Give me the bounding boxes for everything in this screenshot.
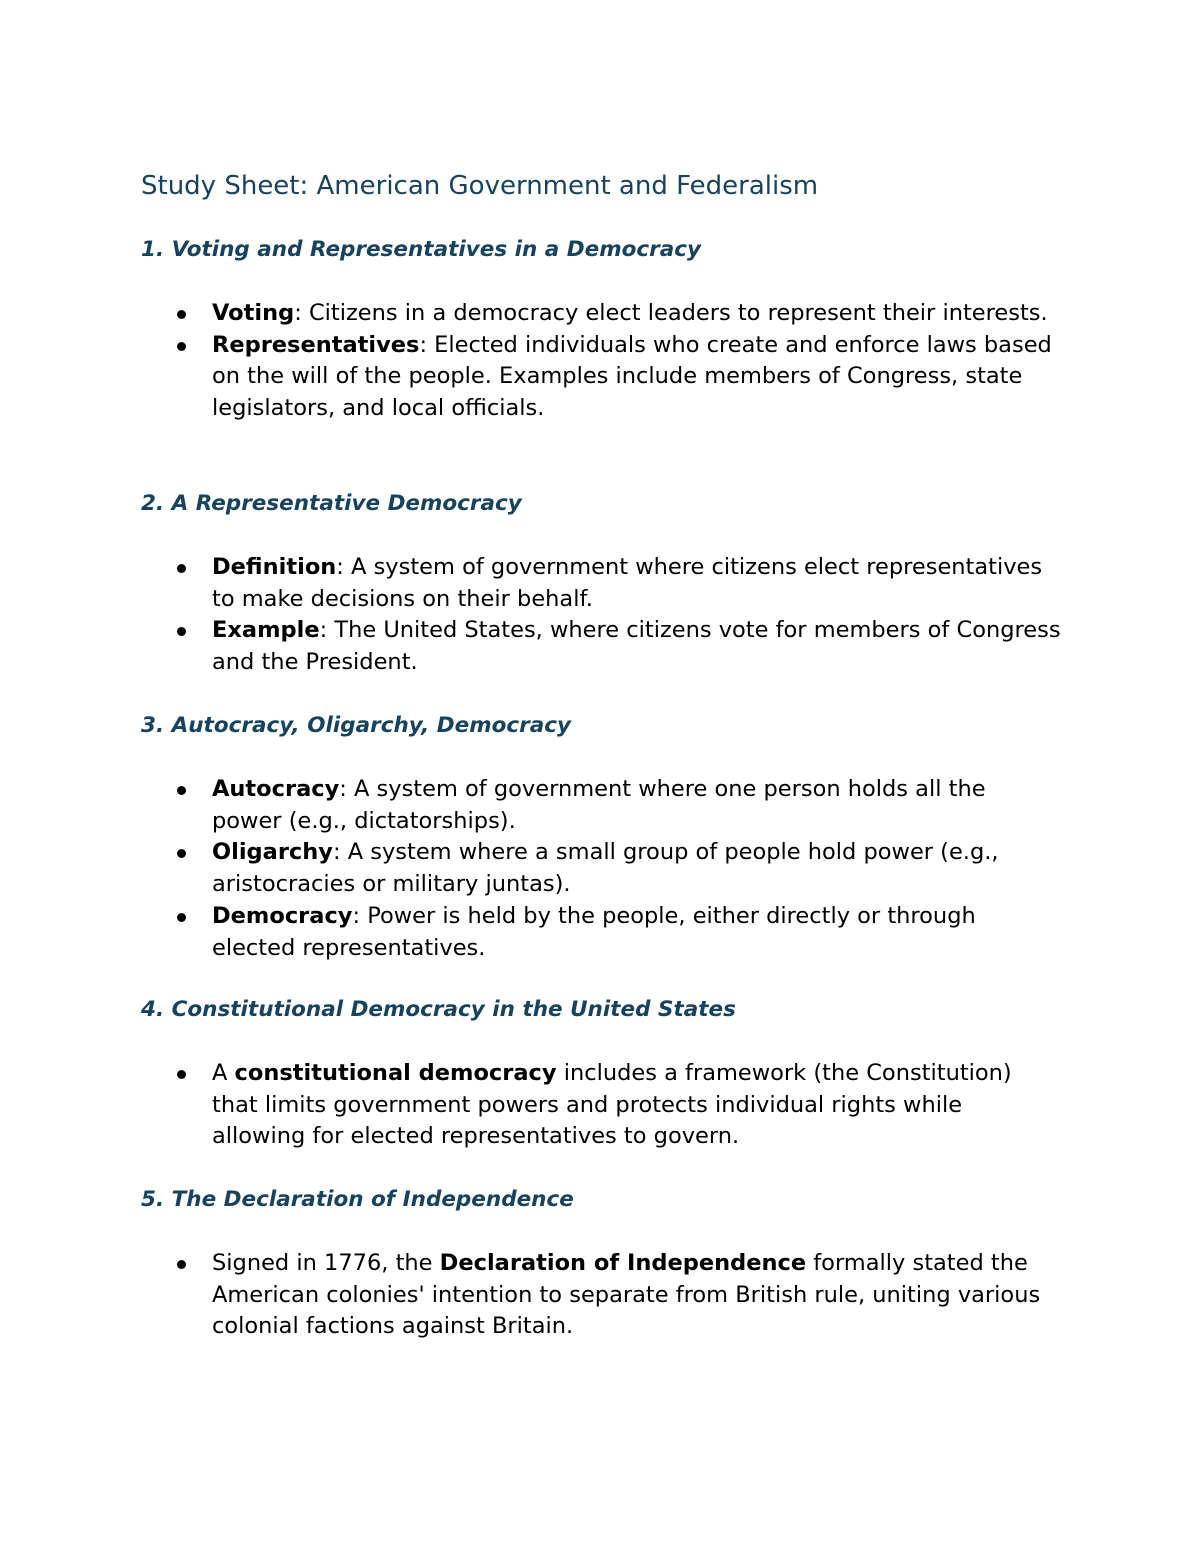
bullet-list (212, 774, 1062, 964)
bullet-text: : A system of government where one person holds all the power (e.g., dictatorships). (212, 776, 986, 834)
bullet-item (212, 330, 1062, 425)
bullet-icon (177, 901, 186, 933)
bullet-text: formally stated the American colonies' intention to separate from British rule, uniting various colonial factions against Britain. (212, 1250, 1041, 1340)
bullet-item (212, 901, 1062, 964)
bullet-text: : Citizens in a democracy elect leaders to represent their interests. (294, 300, 1048, 326)
bullet-icon (177, 1058, 186, 1090)
bullet-text: : Elected individuals who create and enforce laws based on the will of the people. Examples include members of Congress, state legislators, and local officials. (212, 331, 1052, 422)
section-heading: 3. Autocracy, Oligarchy, Democracy (141, 713, 571, 738)
bullet-item (212, 298, 1062, 330)
bullet-term: Democracy (212, 902, 353, 929)
bullet-item (212, 552, 1062, 615)
bullet-term: constitutional democracy (234, 1060, 557, 1086)
bullet-icon (177, 330, 186, 362)
bullet-text: : The United States, where citizens vote for members of Congress and the President. (212, 617, 1061, 676)
bullet-list (212, 1058, 1062, 1153)
bullet-icon (177, 837, 186, 869)
bullet-item (212, 837, 1062, 900)
bullet-icon (177, 1248, 186, 1280)
section-heading: 1. Voting and Representatives in a Democracy (141, 237, 701, 262)
section-heading: 2. A Representative Democracy (141, 491, 522, 516)
bullet-icon (177, 552, 186, 584)
bullet-item (212, 615, 1062, 678)
document-title: Study Sheet: American Government and Federalism (141, 171, 819, 201)
bullet-lead-text: A (212, 1060, 235, 1086)
section-heading: 4. Constitutional Democracy in the United States (141, 997, 736, 1022)
bullet-icon (177, 774, 186, 806)
bullet-text: includes a framework (the Constitution) that limits government powers and protects individual rights while allowing for elected representatives to govern. (212, 1060, 1012, 1150)
bullet-icon (177, 615, 186, 647)
bullet-item (212, 774, 1062, 837)
bullet-text: : A system of government where citizens elect representatives to make decisions on their behalf. (212, 554, 1043, 612)
bullet-term: Declaration of Independence (439, 1250, 807, 1276)
bullet-term: Voting (212, 300, 295, 326)
bullet-lead-text: Signed in 1776, the (212, 1250, 440, 1276)
bullet-term: Definition (212, 554, 337, 580)
bullet-item (212, 1058, 1062, 1153)
bullet-text: : A system where a small group of people hold power (e.g., aristocracies or military juntas). (212, 839, 999, 898)
bullet-item (212, 1248, 1062, 1343)
bullet-term: Oligarchy (212, 839, 333, 866)
bullet-term: Example (212, 617, 320, 644)
bullet-term: Representatives (212, 331, 420, 358)
bullet-text: : Power is held by the people, either directly or through elected representatives. (212, 902, 976, 961)
bullet-list (212, 1248, 1062, 1343)
section-heading: 5. The Declaration of Independence (141, 1187, 574, 1212)
bullet-term: Autocracy (212, 776, 340, 802)
bullet-icon (177, 298, 186, 330)
bullet-list (212, 298, 1062, 425)
bullet-list (212, 552, 1062, 679)
